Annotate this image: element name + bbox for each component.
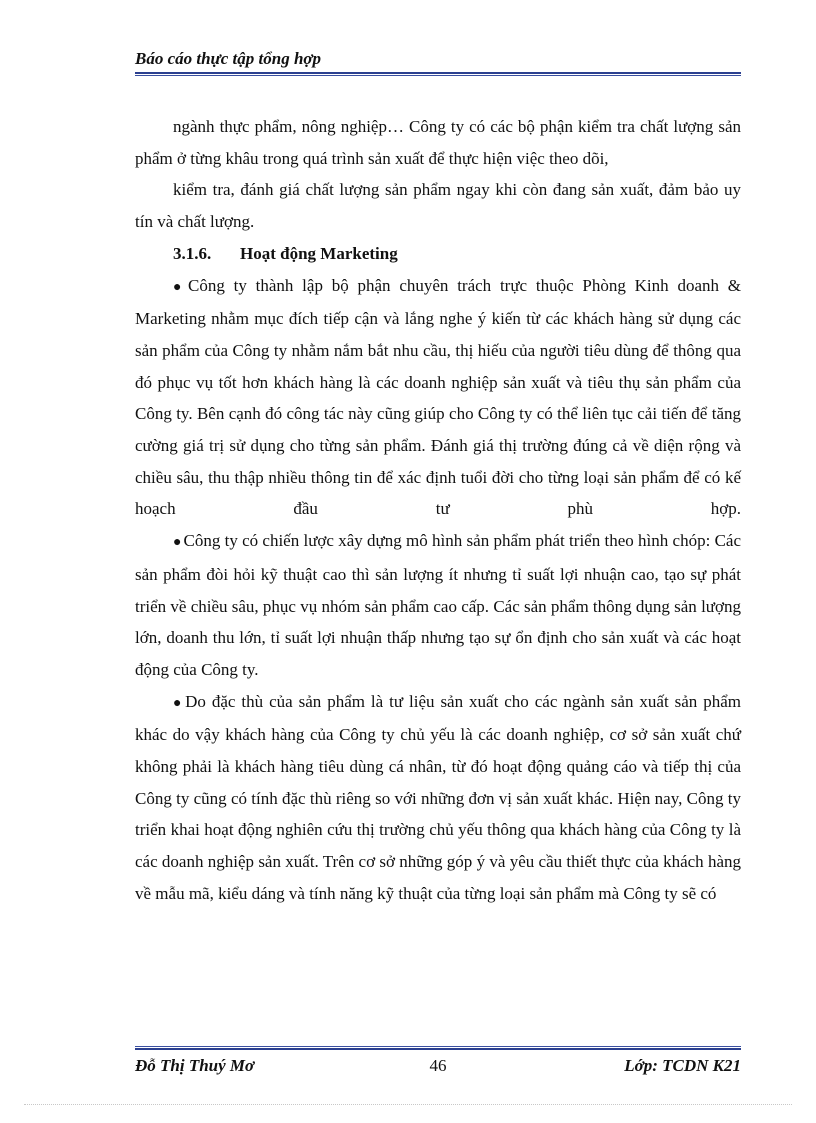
- page-edge-divider: [24, 1104, 792, 1105]
- section-heading: [135, 238, 741, 270]
- header-title: Báo cáo thực tập tổng hợp: [135, 49, 322, 68]
- footer-author: Đỗ Thị Thuý Mơ: [135, 1056, 255, 1075]
- section-title: Hoạt động Marketing: [240, 243, 398, 263]
- page-footer: [135, 1046, 741, 1078]
- footer-class: Lớp: TCDN K21: [624, 1056, 741, 1075]
- page-header: [135, 47, 741, 76]
- document-body: [135, 111, 741, 910]
- bullet-text: Do đặc thù của sản phẩm là tư liệu sản xuất cho các ngành sản xuất sản phẩm khác do vậy khách hàng của Công ty chủ yếu là các doanh nghiệp, cơ sở sản xuất chứ không phải là khách hàng tiêu dùng cá nhân, từ đó hoạt động quảng cáo và tiếp thị của Công ty cũng có tính đặc thù riêng so với những đơn vị sản xuất khác. Hiện nay, Công ty triển khai hoạt động nghiên cứu thị trường chủ yếu thông qua khách hàng của Công ty là các doanh nghiệp sản xuất. Trên cơ sở những góp ý và yêu cầu thiết thực của khách hàng về mẫu mã, kiểu dáng và tính năng kỹ thuật của từng loại sản phẩm mà Công ty sẽ có: [135, 691, 741, 903]
- bullet-paragraph: [135, 525, 741, 686]
- bullet-icon: ●: [173, 279, 186, 295]
- bullet-text: Công ty thành lập bộ phận chuyên trách trực thuộc Phòng Kinh doanh & Marketing nhằm mục đích tiếp cận và lắng nghe ý kiến từ các khách hàng sử dụng các sản phẩm của Công ty nhằm nắm bắt nhu cầu, thị hiếu của người tiêu dùng để thông qua đó phục vụ tốt hơn khách hàng là các doanh nghiệp sản xuất và tiêu thụ sản phẩm của Công ty. Bên cạnh đó công tác này cũng giúp cho Công ty có thể liên tục cải tiến để tăng cường giá trị sử dụng cho từng sản phẩm. Đánh giá thị trường đúng cả về diện rộng và chiều sâu, thu thập nhiều thông tin để xác định tuổi đời cho từng loại sản phẩm để có kế hoạch đầu tư phù hợp.: [135, 275, 741, 519]
- bullet-icon: ●: [173, 695, 184, 711]
- section-number: 3.1.6.: [173, 243, 212, 263]
- page-number: 46: [429, 1056, 447, 1075]
- footer-rule: [135, 1046, 741, 1050]
- bullet-paragraph: [135, 686, 741, 910]
- header-rule: [135, 72, 741, 76]
- bullet-icon: ●: [173, 535, 182, 551]
- paragraph: kiểm tra, đánh giá chất lượng sản phẩm ngay khi còn đang sản xuất, đảm bảo uy tín và chất lượng.: [135, 180, 741, 232]
- paragraph: ngành thực phẩm, nông nghiệp… Công ty có các bộ phận kiểm tra chất lượng sản phẩm ở từng khâu trong quá trình sản xuất để thực hiện việc theo dõi,: [135, 117, 741, 168]
- bullet-text: Công ty có chiến lược xây dựng mô hình sản phẩm phát triển theo hình chóp: Các sản phẩm đòi hỏi kỹ thuật cao thì sản lượng ít nhưng tỉ suất lợi nhuận cao, tạo sự phát triển về chiều sâu, phục vụ nhóm sản phẩm cao cấp. Các sản phẩm thông dụng sản lượng lớn, doanh thu lớn, tỉ suất lợi nhuận thấp nhưng tạo sự ổn định cho sản xuất và các hoạt động của Công ty.: [135, 531, 741, 679]
- bullet-paragraph: [135, 270, 741, 526]
